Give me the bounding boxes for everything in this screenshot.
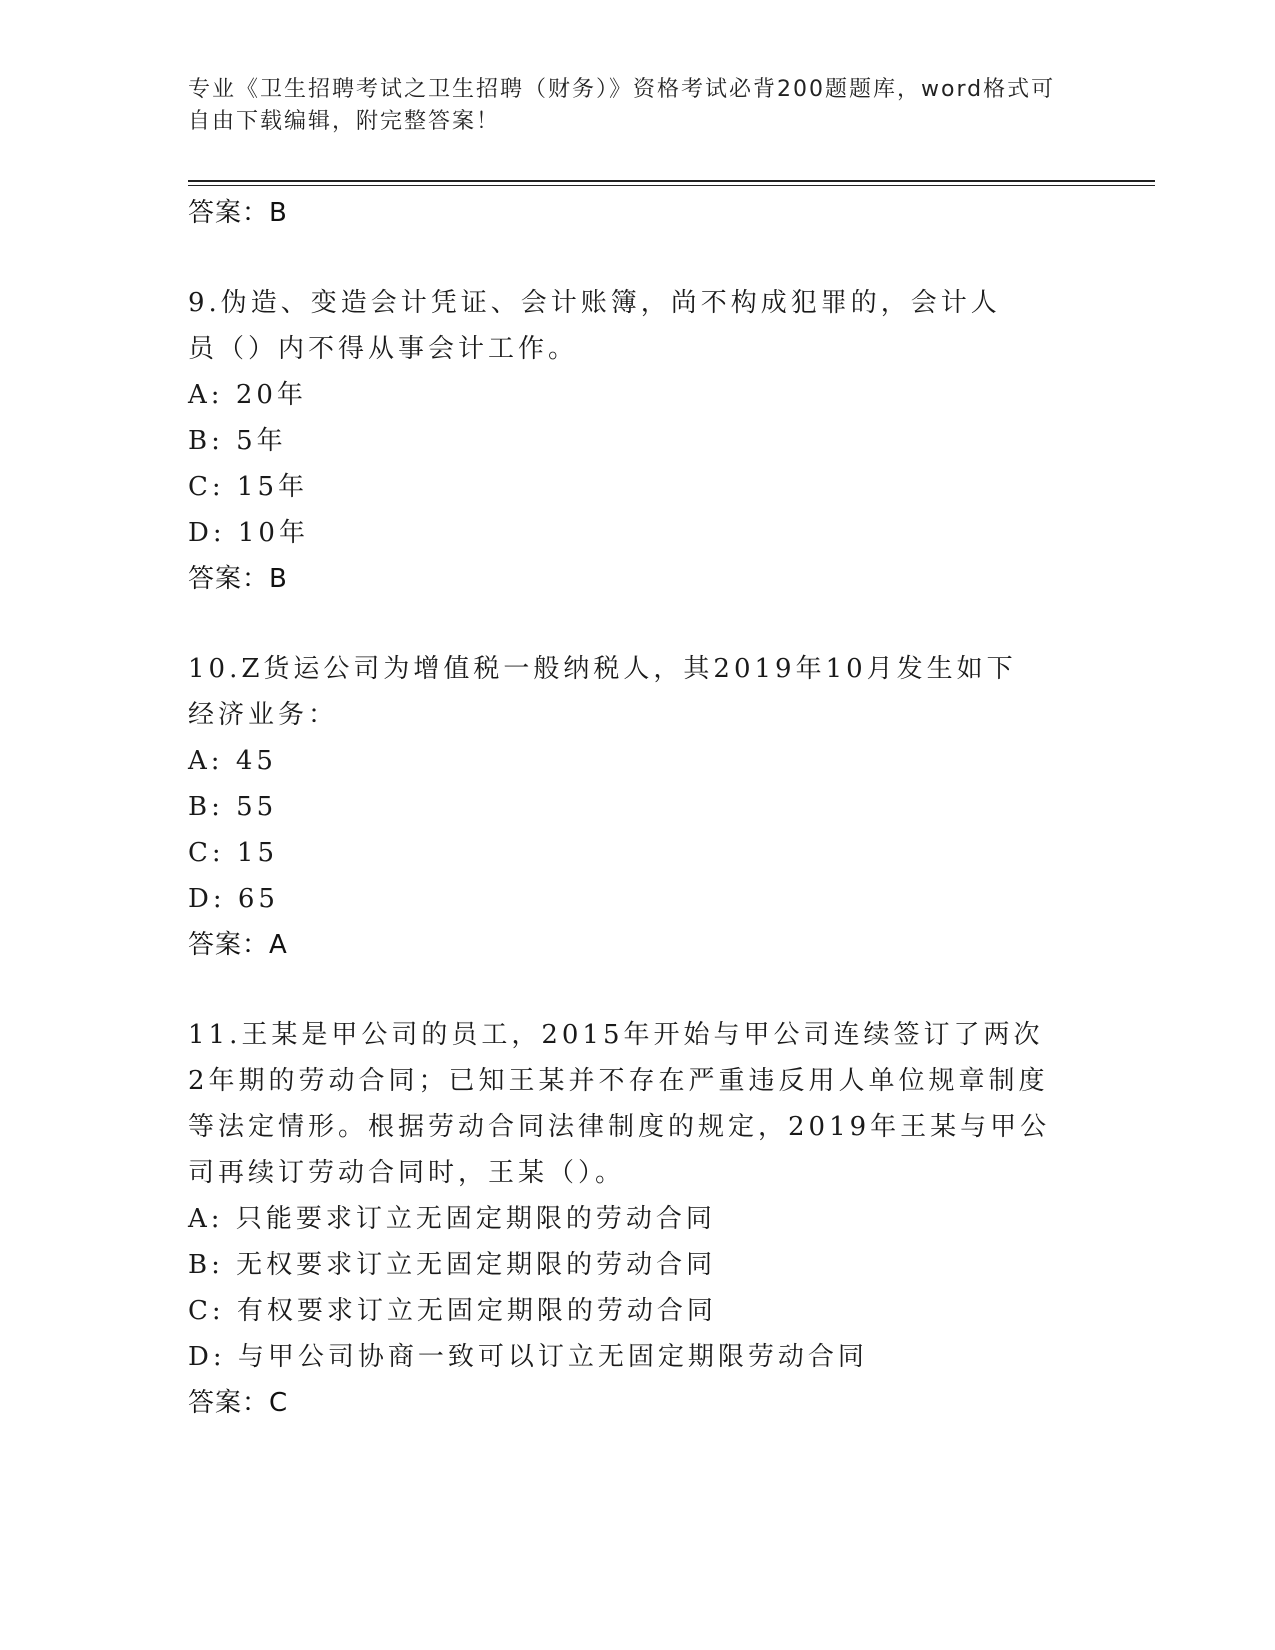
option-label: B: bbox=[188, 1250, 224, 1280]
header-divider-thick bbox=[188, 180, 1155, 182]
previous-answer: 答案：B bbox=[188, 198, 288, 228]
option-label: D: bbox=[188, 1342, 226, 1372]
option-text: 45 bbox=[235, 746, 277, 776]
option-d bbox=[188, 876, 1088, 922]
option-a bbox=[188, 372, 1088, 418]
option-text: 15 bbox=[236, 838, 279, 868]
header-divider-thin bbox=[188, 185, 1155, 186]
question-10 bbox=[188, 646, 1088, 968]
question-9 bbox=[188, 280, 1088, 602]
option-text: 只能要求订立无固定期限的劳动合同 bbox=[235, 1204, 716, 1234]
option-text: 20年 bbox=[235, 380, 307, 410]
option-text: 有权要求订立无固定期限的劳动合同 bbox=[236, 1296, 717, 1326]
option-c bbox=[188, 464, 1088, 510]
option-label: C: bbox=[188, 1296, 225, 1326]
option-a bbox=[188, 1196, 1088, 1242]
option-label: A: bbox=[188, 380, 224, 410]
option-text: 10年 bbox=[237, 518, 309, 548]
document-body bbox=[188, 188, 1088, 1426]
option-c bbox=[188, 830, 1088, 876]
option-d bbox=[188, 510, 1088, 556]
question-text: 9.伪造、变造会计凭证、会计账簿，尚不构成犯罪的，会计人员（）内不得从事会计工作。 bbox=[188, 288, 1001, 364]
answer: 答案：A bbox=[188, 930, 288, 960]
option-b bbox=[188, 1242, 1088, 1288]
option-d bbox=[188, 1334, 1088, 1380]
option-text: 与甲公司协商一致可以订立无固定期限劳动合同 bbox=[237, 1342, 868, 1372]
option-b bbox=[188, 418, 1088, 464]
answer: 答案：B bbox=[188, 564, 288, 594]
option-label: B: bbox=[188, 792, 224, 822]
option-c bbox=[188, 1288, 1088, 1334]
option-label: C: bbox=[188, 838, 225, 868]
option-label: A: bbox=[188, 746, 224, 776]
option-text: 无权要求订立无固定期限的劳动合同 bbox=[236, 1250, 717, 1280]
option-label: D: bbox=[188, 518, 226, 548]
option-label: C: bbox=[188, 472, 225, 502]
question-text: 11.王某是甲公司的员工，2015年开始与甲公司连续签订了两次2年期的劳动合同；已知王某并不存在严重违反用人单位规章制度等法定情形。根据劳动合同法律制度的规定，2019年王某与甲公司再续订劳动合同时，王某（）。 bbox=[188, 1020, 1051, 1188]
option-label: B: bbox=[188, 426, 224, 456]
option-label: D: bbox=[188, 884, 226, 914]
option-text: 15年 bbox=[236, 472, 309, 502]
page-header: 专业《卫生招聘考试之卫生招聘（财务）》资格考试必背200题题库，word格式可自由下载编辑，附完整答案！ bbox=[188, 77, 1056, 134]
option-text: 65 bbox=[237, 884, 279, 914]
option-label: A: bbox=[188, 1204, 224, 1234]
option-b bbox=[188, 784, 1088, 830]
option-text: 5年 bbox=[236, 426, 287, 456]
option-a bbox=[188, 738, 1088, 784]
question-11 bbox=[188, 1012, 1088, 1426]
answer: 答案：C bbox=[188, 1388, 289, 1418]
option-text: 55 bbox=[236, 792, 278, 822]
question-text: 10.Z货运公司为增值税一般纳税人，其2019年10月发生如下经济业务： bbox=[188, 654, 1017, 730]
